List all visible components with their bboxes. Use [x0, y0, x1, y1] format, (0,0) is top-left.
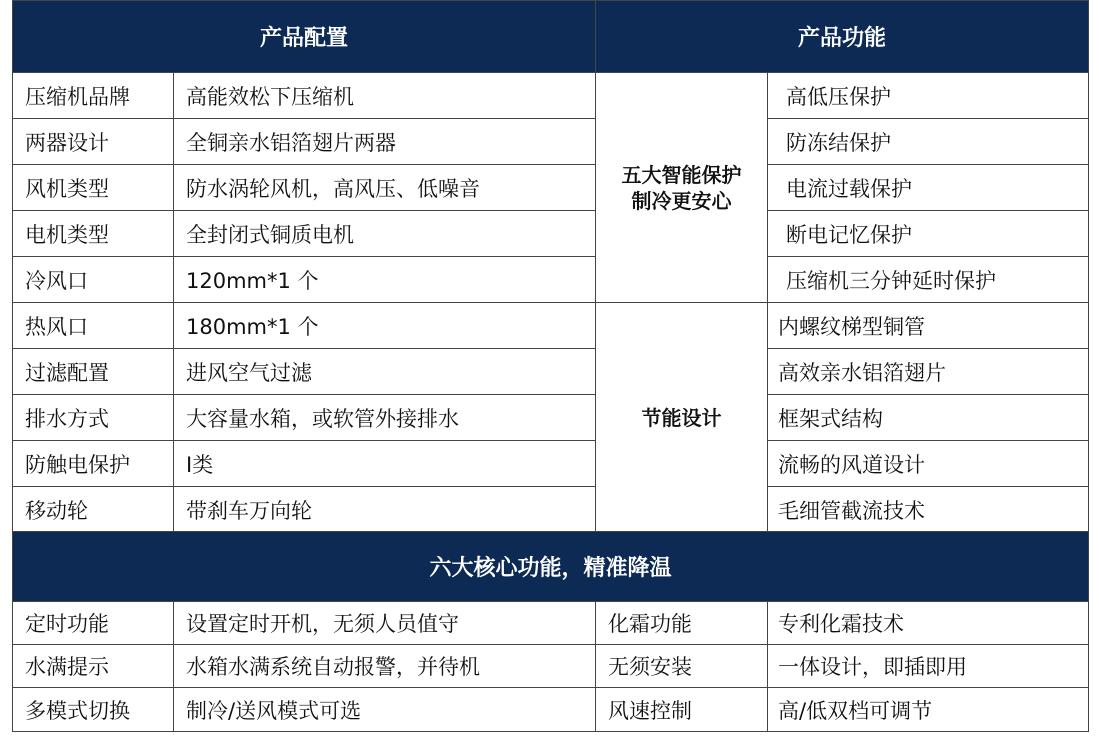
- config-header: 产品配置: [13, 1, 596, 73]
- config-value: 120mm*1 个: [174, 257, 596, 303]
- feature-item: 流畅的风道设计: [768, 441, 1089, 487]
- config-value: 防水涡轮风机，高风压、低噪音: [174, 165, 596, 211]
- product-spec-table: [12, 0, 1089, 533]
- feature-group-title: [596, 303, 768, 533]
- core-value: 专利化霜技术: [768, 602, 1089, 645]
- feature-item: 防冻结保护: [768, 119, 1089, 165]
- feature-item: 压缩机三分钟延时保护: [768, 257, 1089, 303]
- core-features-table: [12, 531, 1089, 732]
- core-value: 一体设计，即插即用: [768, 645, 1089, 688]
- config-value: 全铜亲水铝箔翅片两器: [174, 119, 596, 165]
- feature-item: 框架式结构: [768, 395, 1089, 441]
- core-label: 化霜功能: [596, 602, 768, 645]
- core-value: 高/低双档可调节: [768, 688, 1089, 732]
- config-label: 排水方式: [13, 395, 174, 441]
- feature-group-title-line1: 五大智能保护: [621, 162, 742, 187]
- core-label: 水满提示: [13, 645, 174, 688]
- feature-item: 高低压保护: [768, 73, 1089, 119]
- core-value: 制冷/送风模式可选: [174, 688, 596, 732]
- feature-item: 内螺纹梯型铜管: [768, 303, 1089, 349]
- feature-group-title-line1: 节能设计: [641, 405, 722, 430]
- config-value: 进风空气过滤: [174, 349, 596, 395]
- core-label: 风速控制: [596, 688, 768, 732]
- config-label: 两器设计: [13, 119, 174, 165]
- config-label: 电机类型: [13, 211, 174, 257]
- feature-group-title-line2: 制冷更安心: [631, 188, 732, 213]
- core-header: 六大核心功能，精准降温: [13, 532, 1089, 602]
- feature-item: 断电记忆保护: [768, 211, 1089, 257]
- config-value: 大容量水箱，或软管外接排水: [174, 395, 596, 441]
- config-value: 180mm*1 个: [174, 303, 596, 349]
- core-label: 多模式切换: [13, 688, 174, 732]
- config-label: 热风口: [13, 303, 174, 349]
- config-label: 压缩机品牌: [13, 73, 174, 119]
- config-label: 冷风口: [13, 257, 174, 303]
- feature-group-title: [596, 73, 768, 303]
- config-label: 防触电保护: [13, 441, 174, 487]
- config-label: 过滤配置: [13, 349, 174, 395]
- config-value: 带刹车万向轮: [174, 487, 596, 533]
- core-label: 定时功能: [13, 602, 174, 645]
- core-value: 设置定时开机，无须人员值守: [174, 602, 596, 645]
- feature-item: 电流过载保护: [768, 165, 1089, 211]
- config-label: 移动轮: [13, 487, 174, 533]
- feature-item: 毛细管截流技术: [768, 487, 1089, 533]
- core-value: 水箱水满系统自动报警，并待机: [174, 645, 596, 688]
- core-label: 无须安装: [596, 645, 768, 688]
- config-value: 高能效松下压缩机: [174, 73, 596, 119]
- config-value: 全封闭式铜质电机: [174, 211, 596, 257]
- features-header: 产品功能: [596, 1, 1089, 73]
- config-label: 风机类型: [13, 165, 174, 211]
- feature-item: 高效亲水铝箔翅片: [768, 349, 1089, 395]
- config-value: Ⅰ类: [174, 441, 596, 487]
